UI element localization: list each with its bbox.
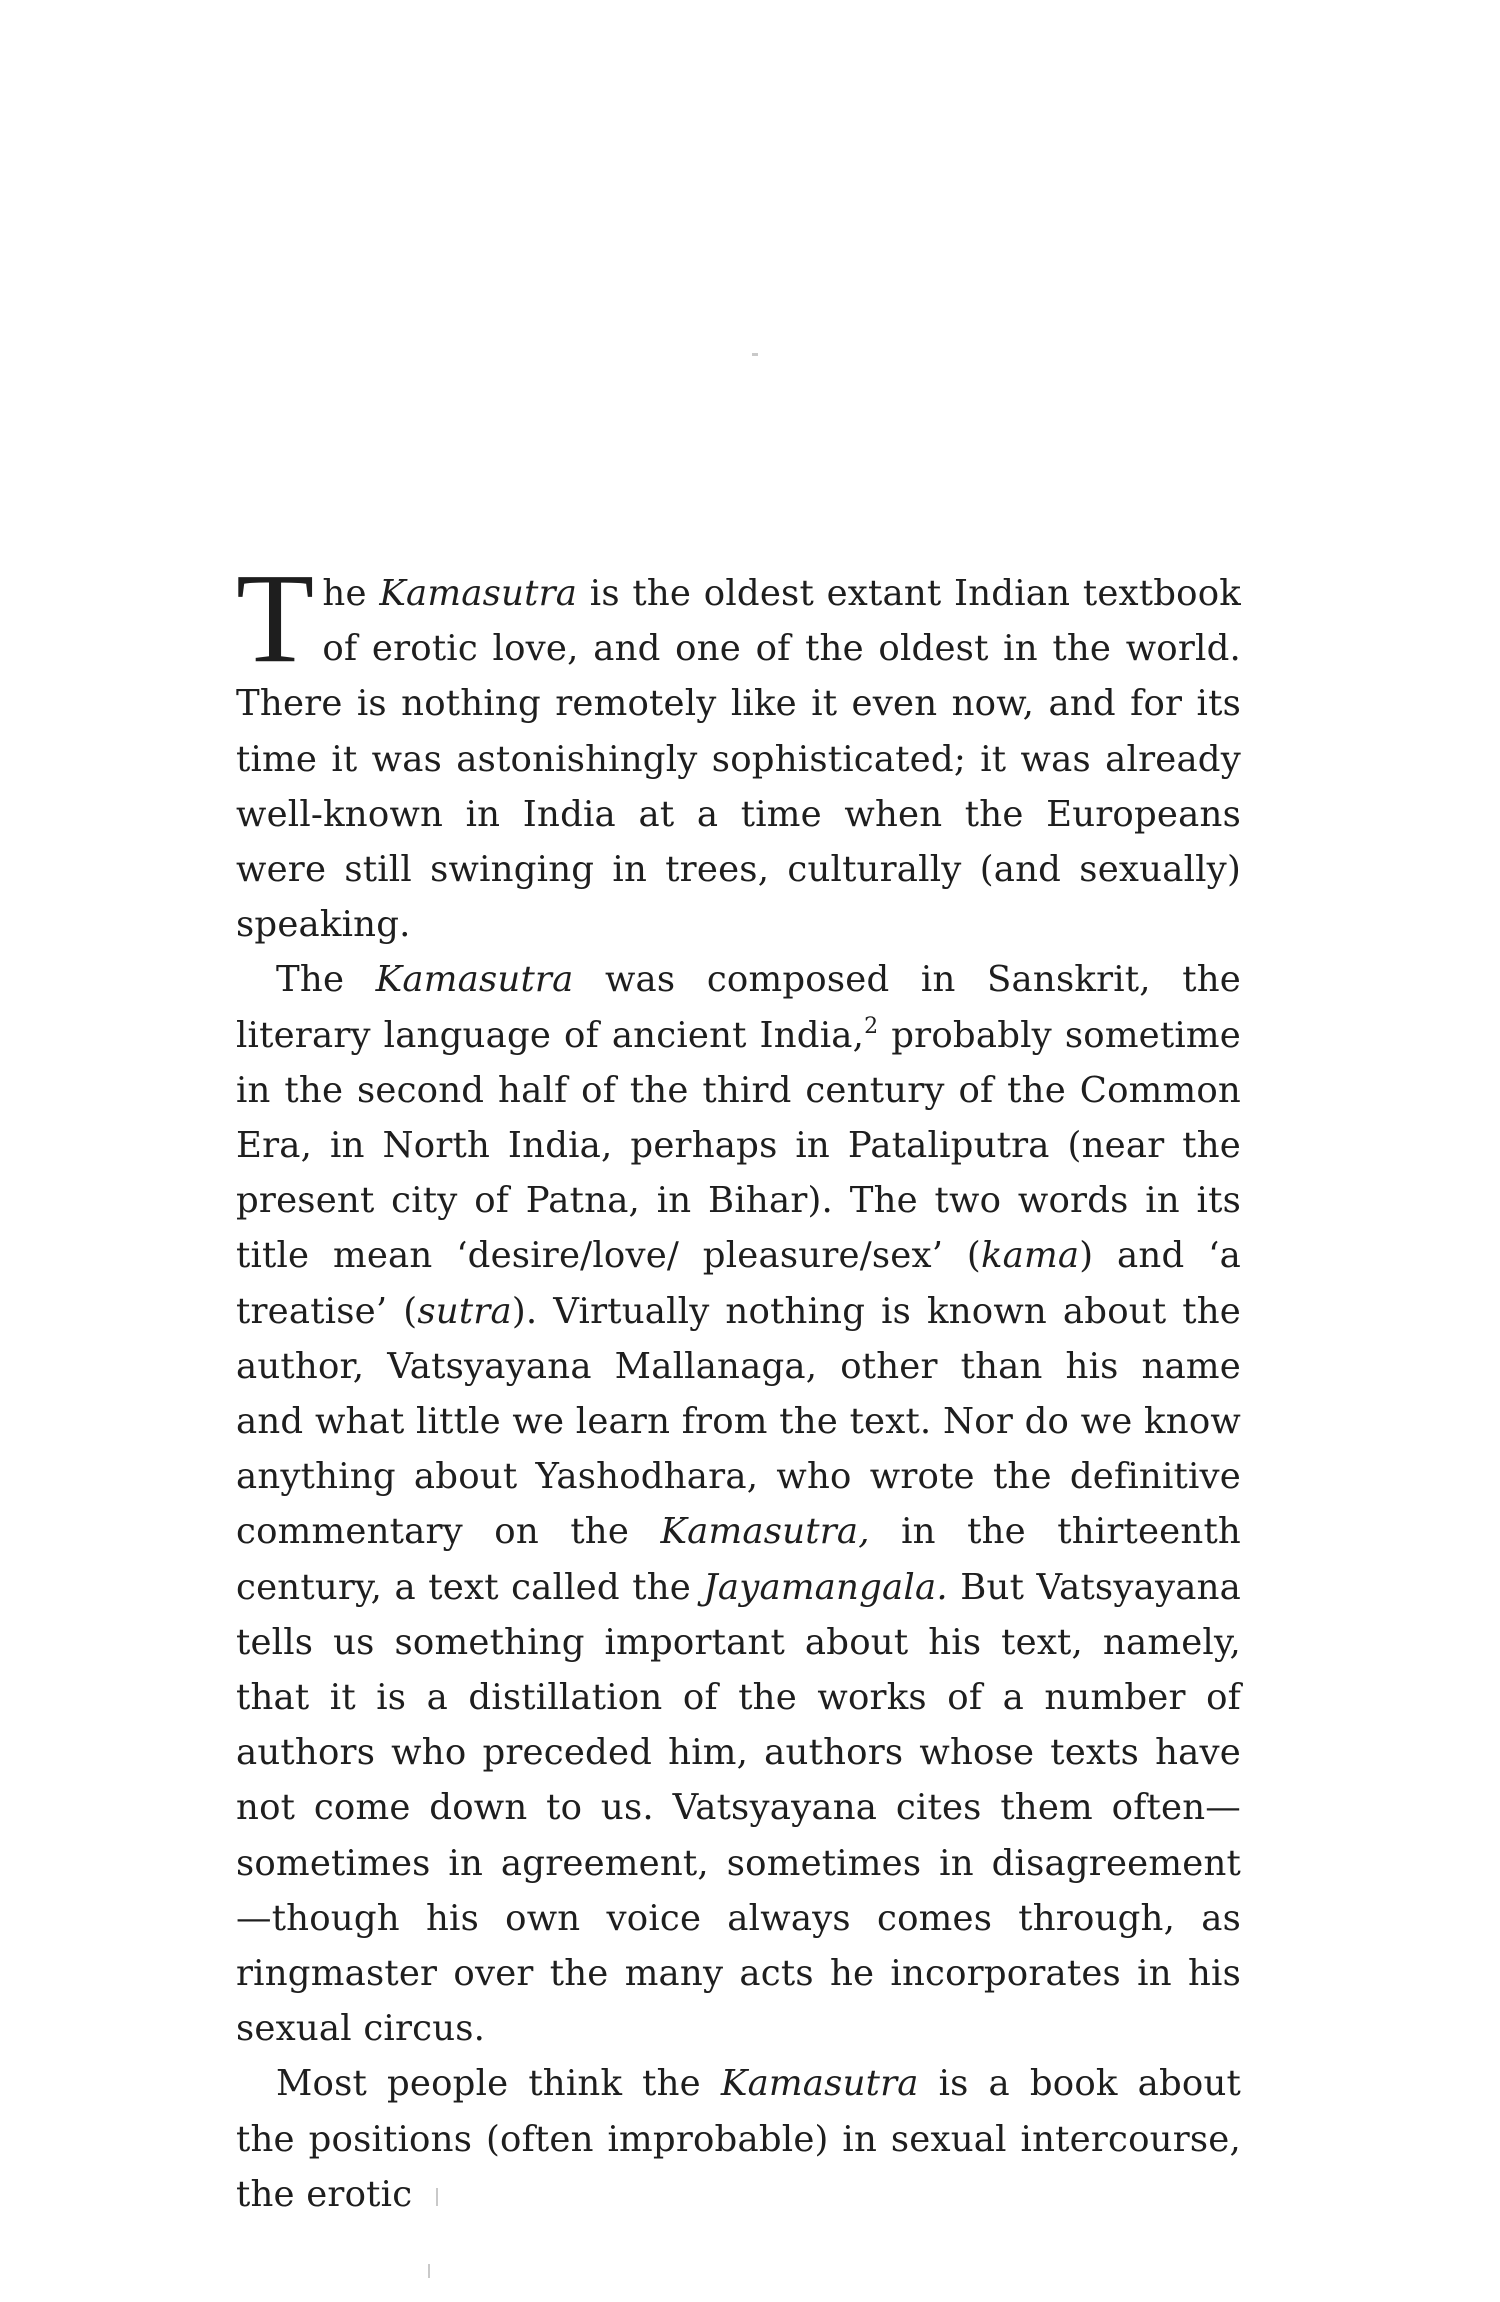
text-span: was composed in Sanskrit, the literary language of ancient India, [236, 959, 1241, 1056]
title-kamasutra: Kamasutra [720, 2063, 919, 2105]
text-span: The [276, 959, 376, 1001]
paragraph-1 [236, 547, 1242, 952]
text-span: ) and ‘a treatise’ ( [236, 1235, 1241, 1332]
text-span: he [322, 573, 380, 614]
title-kamasutra: Kamasutra [379, 573, 578, 614]
text-span: Most people think the [276, 2063, 721, 2105]
text-span: is a book about the positions (often improbable) in sexual intercourse, the erotic [236, 2063, 1241, 2215]
scan-speck [752, 353, 758, 356]
paragraph-3 [236, 2056, 1241, 2222]
text-span: in the thirteenth century, a text called the [236, 1511, 1241, 1608]
text-span: ). Virtually nothing is known about the author, Vatsyayana Mallanaga, other than his name and what little we learn from the text. Nor do we know anything about Yashodhara, who wrote the definitive commentary on the [236, 1290, 1242, 1553]
paragraph-2 [236, 952, 1241, 2056]
body-text [236, 547, 1242, 2222]
term-kama: kama [980, 1235, 1080, 1277]
term-sutra: sutra [417, 1290, 512, 1332]
footnote-ref: 2 [864, 1013, 879, 1039]
text-span: But Vatsyayana tells us something important about his text, namely, that it is a distillation of the works of a number of authors who preceded him, authors whose texts have not come down to us. Vatsyayana cites them often—sometimes in agreement, sometimes in disagreement—though his own voice always comes through, as ringmaster over the many acts he incorporates in his sexual circus. [236, 1566, 1241, 2050]
title-kamasutra: Kamasutra [375, 959, 574, 1001]
title-jayamangala: Jayamangala. [703, 1566, 948, 1608]
text-span: is the oldest extant Indian textbook of erotic love, and one of the oldest in the world. There is nothing remotely like it even now, and for its time it was astonishingly sophisticated; it was already well-known in India at a time when the Europeans were still swinging in trees, culturally (and sexually) speaking. [236, 573, 1242, 946]
drop-cap: T [236, 547, 315, 689]
text-span: probably sometime in the second half of the third century of the Common Era, in North India, perhaps in Pataliputra (near the present city of Patna, in Bihar). The two words in its title mean ‘desire/love/ pleasure/sex’ ( [236, 1014, 1241, 1277]
scan-speck [428, 2264, 430, 2278]
title-kamasutra: Kamasutra, [660, 1511, 870, 1553]
